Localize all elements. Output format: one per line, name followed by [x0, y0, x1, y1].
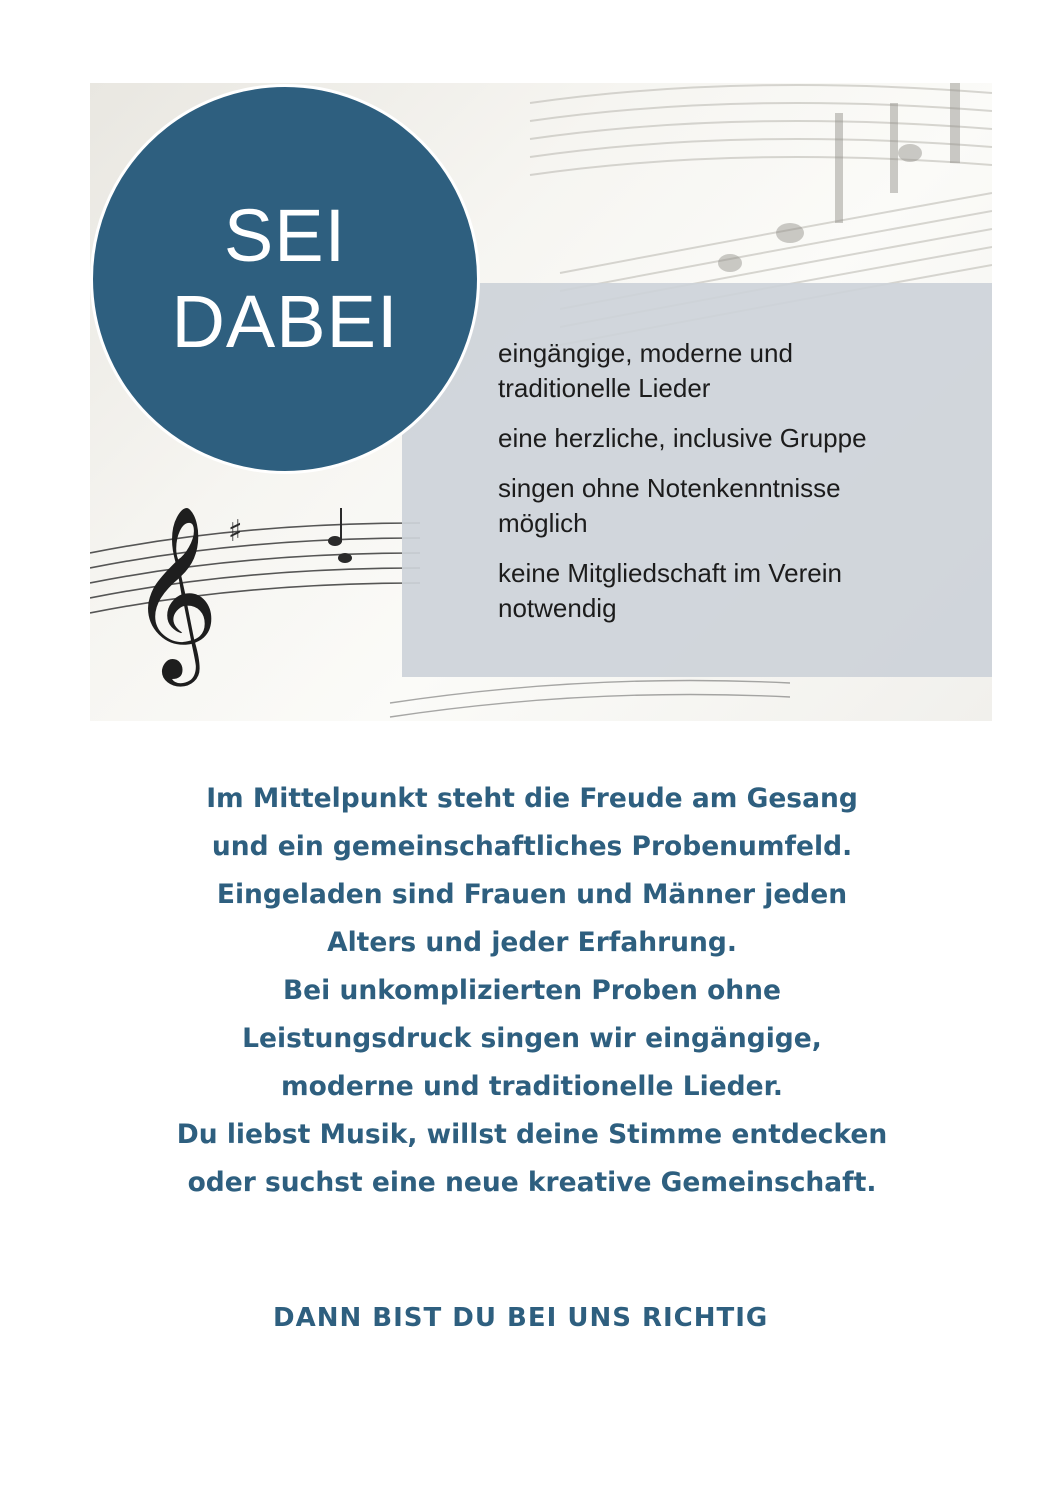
headline-circle: [90, 84, 480, 474]
description: [60, 775, 1004, 1207]
closing-tagline: DANN BIST DU BEI UNS RICHTIG: [273, 1303, 769, 1333]
feature-item: eine herzliche, inclusive Gruppe: [498, 423, 867, 453]
description-line: und ein gemeinschaftliches Probenumfeld.: [211, 831, 853, 862]
description-line: Eingeladen sind Frauen und Männer jeden: [216, 879, 848, 910]
feature-item: eingängige, moderne und traditionelle Lieder: [498, 338, 793, 403]
treble-clef-icon: 𝄞: [130, 505, 219, 679]
features-box: [402, 283, 992, 677]
description-line: Im Mittelpunkt steht die Freude am Gesang: [206, 783, 858, 814]
description-line: moderne und traditionelle Lieder.: [281, 1071, 783, 1102]
description-line: Leistungsdruck singen wir eingängige,: [242, 1023, 822, 1054]
description-line: Du liebst Musik, willst deine Stimme entdecken: [176, 1119, 888, 1150]
svg-text:♯: ♯: [228, 514, 243, 549]
description-line: Bei unkomplizierten Proben ohne: [282, 975, 781, 1006]
feature-item: keine Mitgliedschaft im Verein notwendig: [498, 558, 842, 623]
headline-line-1: SEI: [223, 194, 347, 277]
headline-line-2: DABEI: [171, 280, 399, 363]
feature-item: singen ohne Notenkenntnisse möglich: [498, 473, 841, 538]
description-line: Alters und jeder Erfahrung.: [327, 927, 737, 958]
description-line: oder suchst eine neue kreative Gemeinschaft.: [187, 1167, 877, 1198]
